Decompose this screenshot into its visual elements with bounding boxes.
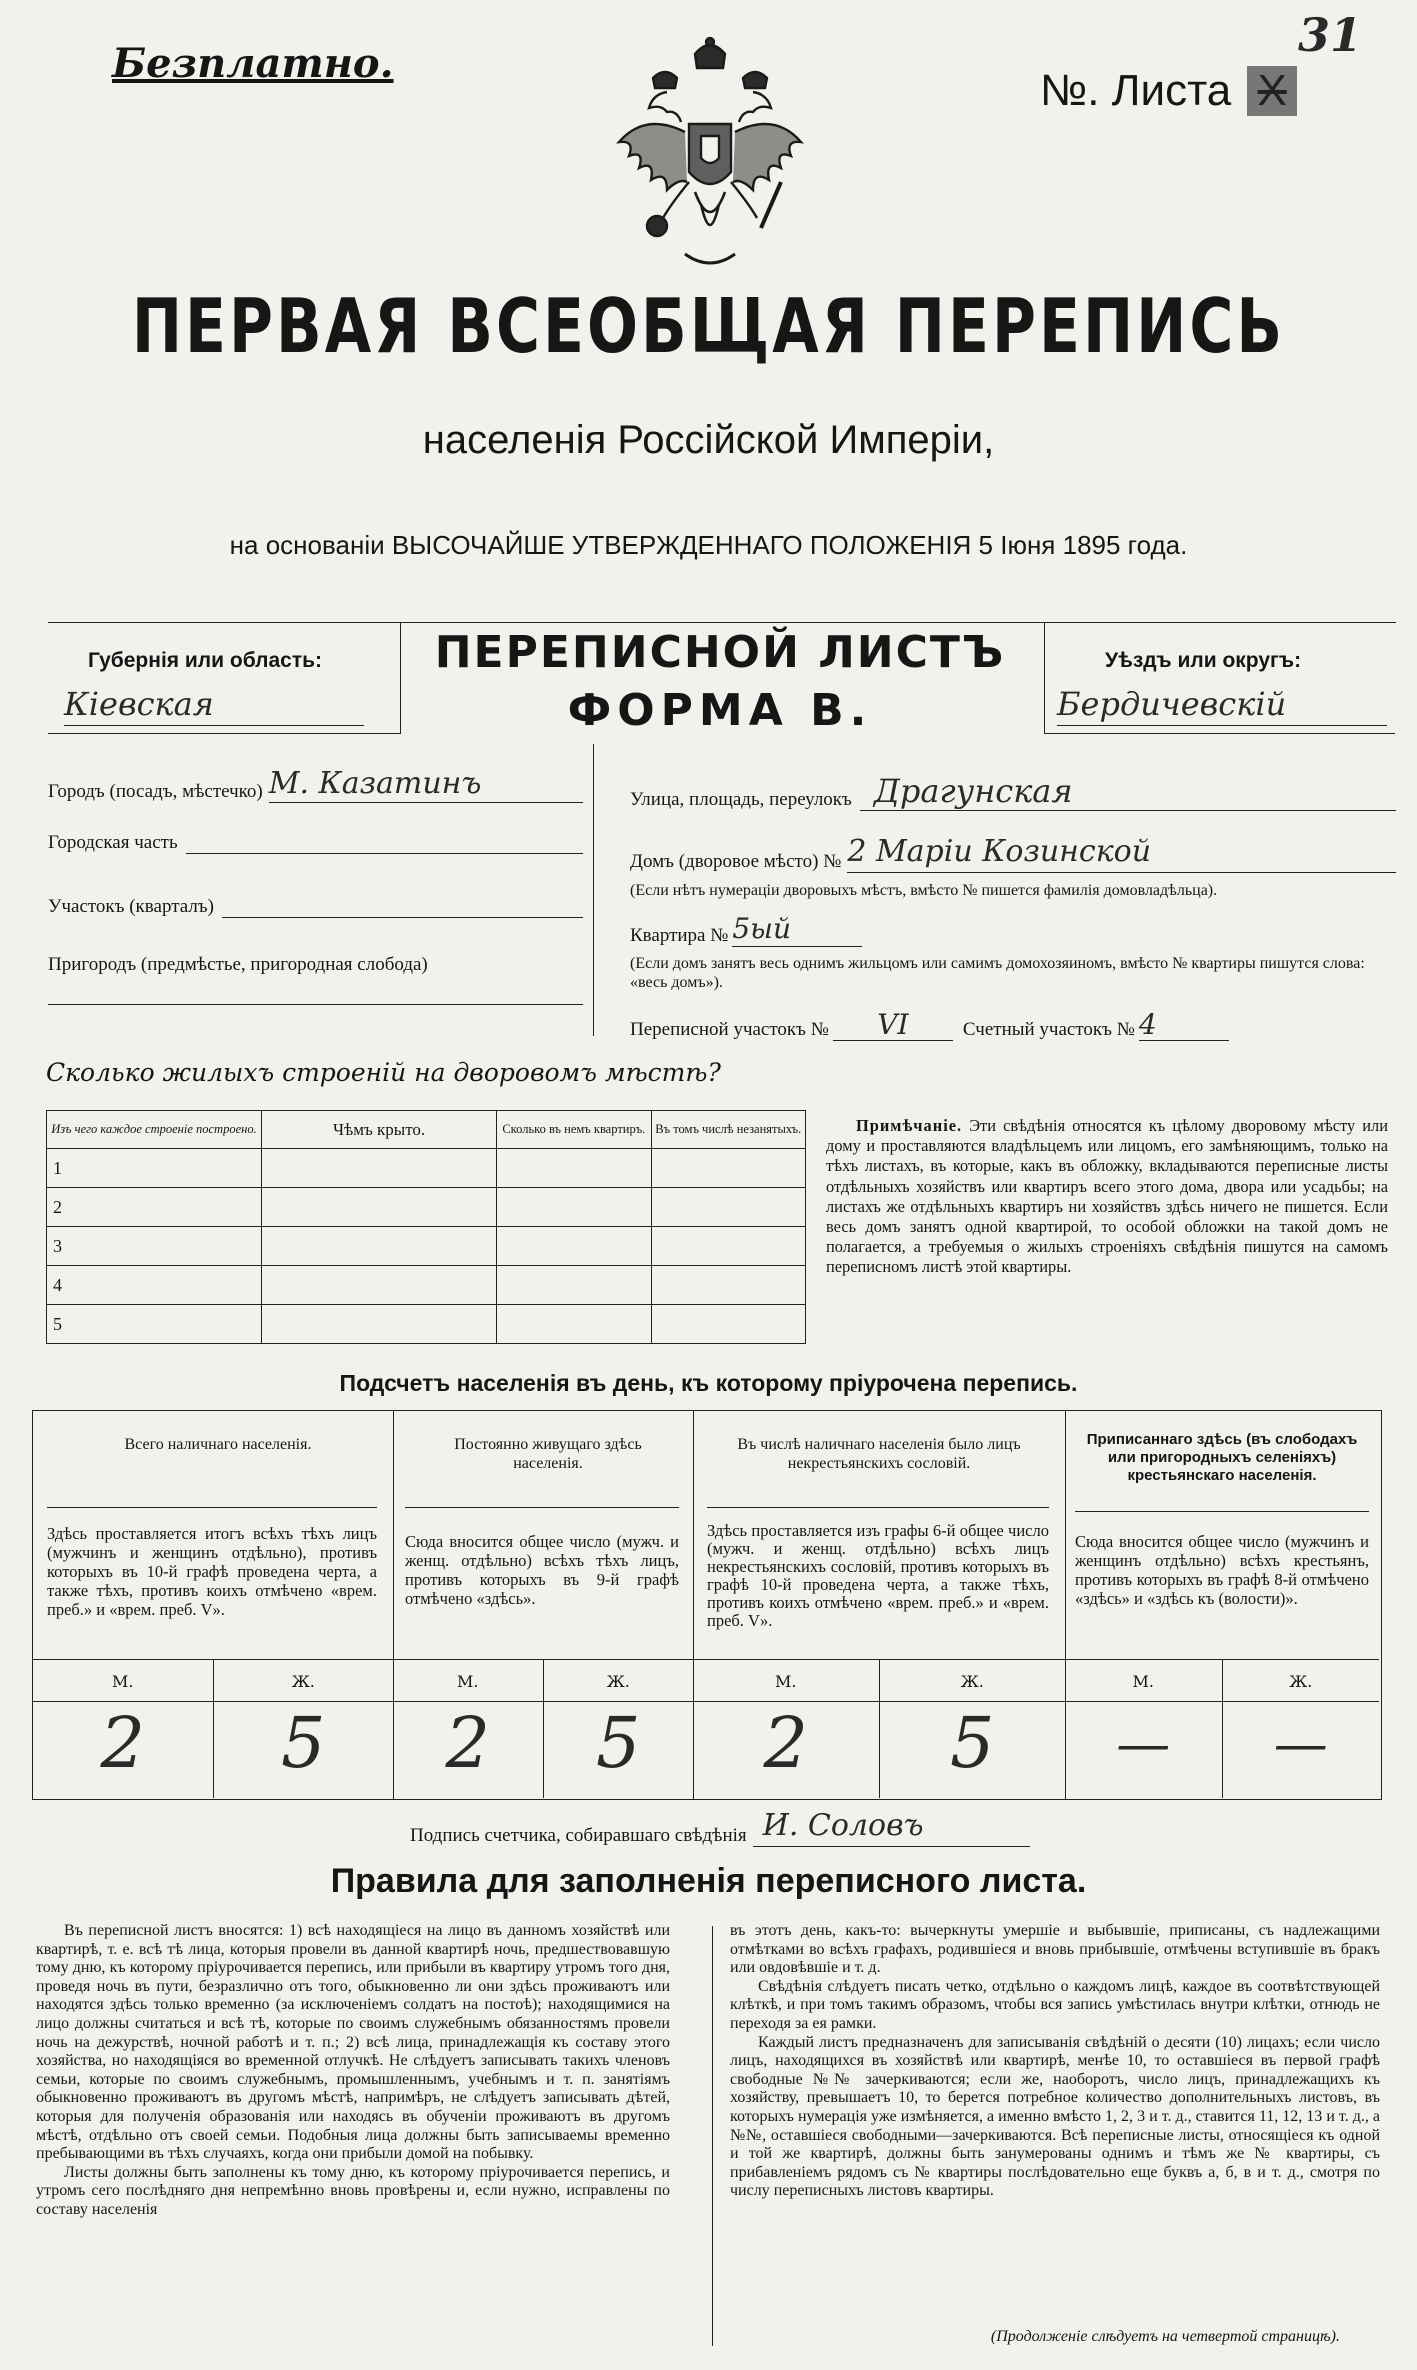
tally-mf-row [693,1659,1065,1702]
buildings-header-material: Изъ чего каждое строеніе построено. [47,1111,262,1149]
uchastki-row [630,1008,1396,1041]
double-headed-eagle-emblem [605,32,815,282]
rules-paragraph: въ этотъ день, какъ-то: вычеркнуты умершіе и выбывшіе, приписаны, съ надлежащими отмѣтками во всѣхъ графахъ, родившіеся и вновь прибывшіе, отмѣчены вступившіе въ бракъ или овдовѣвшіе и т. д. [730,1922,1380,1977]
female-label: Ж. [960,1672,984,1691]
rules-paragraph: Свѣдѣнія слѣдуетъ писать четко, отдѣльно о каждомъ лицѣ, каждое въ соотвѣтствующей клѣткѣ, и при томъ такимъ образомъ, чтобы вся запись умѣстилась внутри клѣтки, отнюдь не переходя за ея рамки. [730,1977,1380,2032]
kvartira-value [732,912,862,947]
dom-note: (Если нѣтъ нумераціи дворовыхъ мѣстъ, вмѣсто № пишется фамилія домовладѣльца). [630,882,1218,899]
census-title [0,283,1417,371]
rules-title [0,1862,1417,1901]
rules-title-text: Правила для заполненія переписного листа. [330,1862,1087,1900]
schetny-value-text: 4 [1138,1008,1157,1041]
chast-row [48,832,583,854]
buildings-header-apartments: Сколько въ немъ квартиръ. [497,1111,651,1149]
table-row [47,1266,806,1305]
row-number: 5 [53,1313,62,1334]
gorod-value-text: М. Казатинъ [268,766,482,801]
chast-label: Городская часть [48,832,178,853]
rules-paragraph: Листы должны быть заполнены къ тому дню, къ которому пріурочивается перепись, и утромъ сего послѣдняго дня непремѣнно вновь провѣрены и, если нужно, исправлены по составу населенія [36,2163,670,2218]
buildings-question-text: Сколько жилыхъ строеній на дворовомъ мѣстѣ? [46,1058,721,1087]
buildings-note [826,1116,1388,1278]
uezd-value [1057,685,1387,726]
dom-row [630,834,1396,873]
sheet-number-hand-text: 31 [1298,8,1363,62]
gubernia-value [64,685,364,726]
row-number: 1 [53,1157,62,1178]
female-count: — [1273,1712,1328,1775]
row-number: 2 [53,1196,62,1217]
female-count: 5 [595,1702,641,1784]
table-row [47,1188,806,1227]
table-row [47,1305,806,1344]
prigorod-value [48,976,583,1005]
tally-mf-row [1065,1659,1379,1702]
tally-col-description: Сюда вносится общее число (мужчинъ и женщинъ отдѣльно) всѣхъ крестьянъ, противъ которыхъ въ графѣ 8-й отмѣчено «здѣсь» и «здѣсь къ (волости)». [1075,1511,1369,1608]
tally-col-header: Въ числѣ наличнаго населенія было лицъ некрестьянскихъ сословій. [737,1436,1021,1472]
uezd-box [1044,623,1395,734]
free-label [112,40,394,87]
male-label: М. [393,1660,544,1702]
buildings-header-row [47,1111,806,1149]
uezd-label: Уѣздъ или округъ: [1105,649,1302,672]
row-number: 3 [53,1235,62,1256]
tally-column-non-peasant [693,1411,1066,1799]
signature-value-text: И. Соловъ [762,1808,924,1843]
sheet-number-label: №. Листа [1040,66,1232,115]
tally-title-text: Подсчетъ населенія въ день, къ которому пріурочена перепись. [339,1370,1078,1396]
tally-title [0,1370,1417,1397]
male-label: М. [693,1660,880,1702]
buildings-note-text: Эти свѣдѣнія относятся къ цѣлому дворовому мѣсту или дому и проставляются владѣльцемъ или лицомъ, его замѣняющимъ, только на тѣхъ листахъ, въ которые, какъ въ обложку, вкладываются переписные листы отдѣльныхъ хозяйствъ или квартиръ всего этого дома, двора или усадьбы; на листахъ же отдѣльныхъ квартиръ ни хозяйствъ здѣсь ничего не пишется. Если весь домъ занятъ одной квартирой, то особой обложки на такой домъ не полагается, а требуемыя о жилыхъ строеніяхъ свѣдѣнія пишутся на самомъ переписномъ листѣ этой квартиры. [826,1116,1388,1277]
ulitsa-row [630,772,1396,811]
male-label: М. [33,1660,214,1702]
census-basis-text: на основаніи ВЫСОЧАЙШЕ УТВЕРЖДЕННАГО ПОЛОЖЕНІЯ 5 Іюня 1895 года. [229,530,1188,560]
tally-col-header: Всего наличнаго населенія. [124,1436,312,1453]
ulitsa-label: Улица, площадь, переулокъ [630,789,852,810]
tally-values-row [693,1701,1065,1798]
tally-col-header: Постоянно живущаго здѣсь населенія. [454,1436,642,1472]
tally-col-description: Здѣсь проставляется итогъ всѣхъ тѣхъ лицъ (мужчинъ и женщинъ отдѣльно), противъ которыхъ въ 10-й графѣ проведена черта, а также тѣхъ, противъ коихъ отмѣчено «врем. преб.» и «врем. преб. V». [47,1507,377,1619]
perepisnoy-value-text: VI [877,1008,909,1041]
sheet-number [1040,66,1297,116]
kvartira-value-text: 5ый [732,912,792,945]
rules-continued [730,2328,1340,2346]
kvartira-row [630,912,1396,947]
tally-col-description: Здѣсь проставляется изъ графы 6-й общее число (мужч. и женщ. отдѣльно) всѣхъ лицъ некрестьянскихъ сословій, противъ которыхъ въ графѣ 10-й проведена черта, а также тѣхъ, противъ коихъ отмѣчено «врем. преб.» и «врем. преб. V». [707,1507,1049,1630]
gorod-label: Городъ (посадъ, мѣстечко) [48,781,263,802]
rules-divider [712,1926,713,2346]
gubernia-box [48,623,401,734]
row-number: 4 [53,1274,62,1295]
uezd-value-text: Бердичевскій [1057,685,1287,723]
buildings-note-label: Примѣчаніе. [856,1116,963,1135]
uchastok-label: Участокъ (кварталъ) [48,896,214,917]
buildings-question [46,1058,721,1087]
male-label: М. [1065,1660,1223,1702]
form-name-text: ФОРМА В. [567,685,873,736]
male-count: 2 [33,1702,214,1798]
rules-left-column [36,1922,670,2348]
gubernia-value-text: Кіевская [64,685,214,723]
kvartira-note: (Если домъ занятъ весь однимъ жильцомъ или самимъ домохозяиномъ, вмѣсто № квартиры пишутся слова: «весь домъ»). [630,955,1365,991]
census-title-text: ПЕРВАЯ ВСЕОБЩАЯ ПЕРЕПИСЬ [131,283,1286,371]
tally-mf-row [33,1659,393,1702]
sheet-number-struck: X [1247,66,1296,116]
tally-col-header: Приписаннаго здѣсь (въ слободахъ или пригородныхъ селеніяхъ) крестьянскаго населенія. [1086,1431,1358,1484]
census-subtitle-text: населенія Россійской Имперіи, [422,418,995,462]
form-title [400,627,1040,678]
perepisnoy-value [833,1008,953,1041]
census-basis [0,530,1417,561]
free-label-text: Безплатно. [112,40,394,87]
female-count: 5 [280,1702,326,1784]
rules-paragraph: Въ переписной листъ вносятся: 1) всѣ находящіеся на лицо въ данномъ хозяйствѣ или квартирѣ, т. е. всѣ тѣ лица, которыя провели въ данной квартирѣ ночь, предшествовавшую тому дню, къ которому пріурочивается перепись, или прибыли въ квартиру утромъ того дня, проведя ночь въ пути, безразлично отъ того, обыкновенно ли они здѣсь проживаютъ или находятся здѣсь только временно (за исключеніемъ солдатъ на постоѣ); находящимися на лицо должны считаться и всѣ тѣ, которые по своимъ служебнымъ обязанностямъ провели ночь на дежурствѣ, ночной работѣ и т. п.; 2) всѣ лица, принадлежащія къ составу этого хозяйства, но находящіяся во временной отлучкѣ. Не слѣдуетъ записывать такихъ членовъ семьи, которые по своимъ служебнымъ, промышленнымъ, учебнымъ и т. п. занятіямъ обыкновенно проживаютъ въ другомъ мѣстѣ, напримѣръ, не слѣдуетъ записывать дѣтей, которыя для полученія образованія или находясь въ обученіи проживаютъ въ другомъ мѣстѣ, отдѣльно отъ своей семьи. Подобныя лица должны быть записываемы временно пребывающими въ тѣхъ случаяхъ, когда они прибыли домой на побывку. [36,1922,670,2163]
prigorod-label: Пригородъ (предмѣстье, пригородная слобода) [48,954,428,975]
rules-right-column [730,1922,1380,2326]
gorod-value [269,766,583,803]
census-subtitle [0,418,1417,463]
kvartira-label: Квартира № [630,925,729,946]
signature-label: Подпись счетчика, собиравшаго свѣдѣнія [410,1825,747,1846]
tally-table [32,1410,1382,1800]
form-title-text: ПЕРЕПИСНОЙ ЛИСТЪ [434,627,1006,678]
address-right [630,744,1396,1044]
tally-col-description: Сюда вносится общее число (мужч. и женщ. отдѣльно) всѣхъ тѣхъ лицъ, противъ которыхъ въ 9-й графѣ отмѣчено «здѣсь». [405,1507,679,1608]
gorod-row [48,766,583,803]
form-name [400,685,1040,736]
perepisnoy-label: Переписной участокъ № [630,1019,829,1040]
schetny-value [1139,1008,1229,1041]
male-count: 2 [693,1702,880,1798]
tally-values-row [33,1701,393,1798]
ulitsa-value [860,772,1396,811]
signature-row [410,1808,1030,1847]
tally-column-permanent [393,1411,694,1799]
buildings-header-roof: Чѣмъ крыто. [261,1111,496,1149]
chast-value [186,833,583,854]
form-header-box [48,622,1396,741]
dom-value-text: 2 Маріи Козинской [847,834,1152,869]
tally-column-total [33,1411,394,1799]
female-label: Ж. [291,1672,315,1691]
signature-value [753,1808,1030,1847]
tally-column-peasant [1065,1411,1379,1799]
sheet-number-handwritten [1298,8,1362,62]
ulitsa-value-text: Драгунская [873,772,1073,810]
uchastok-row [48,896,583,918]
uchastok-value [222,897,583,918]
female-label: Ж. [1289,1672,1313,1691]
address-left [48,744,594,1036]
dom-value [847,834,1396,873]
tally-values-row [1065,1701,1379,1798]
buildings-header-vacant: Въ томъ числѣ незанятыхъ. [651,1111,805,1149]
gubernia-label: Губернія или область: [88,649,323,672]
tally-values-row [393,1701,693,1798]
schetny-label: Счетный участокъ № [962,1019,1135,1040]
rules-continued-text: (Продолженіе слѣдуетъ на четвертой страницѣ). [990,2328,1340,2345]
table-row [47,1149,806,1188]
buildings-table [46,1110,806,1344]
tally-mf-row [393,1659,693,1702]
rules-paragraph: Каждый листъ предназначенъ для записыванія свѣдѣній о десяти (10) лицахъ; если число лицъ, находящихся въ хозяйствѣ или квартирѣ, менѣе 10, то оставшіеся въ первой графѣ свободные №№ зачеркиваются; если же, наоборотъ, число лицъ, принадлежащихъ къ хозяйству, превышаетъ 10, то берется потребное количество дополнительныхъ листовъ, въ которыхъ нумерація уже измѣняется, а именно вмѣсто 1, 2, 3 и т. д., ставится 11, 12, 13 и т. д., а №№, оставшіеся свободными—зачеркиваются. Всѣ переписные листы, относящіеся къ одной и той же квартирѣ, должны быть занумерованы однимъ и тѣмъ же № квартиры, съ прибавленіемъ рядомъ съ № квартиры послѣдовательно еще буквъ а, б, в и т. д., смотря по числу переписныхъ листовъ квартиры. [730,2033,1380,2200]
male-count: — [1065,1702,1223,1798]
prigorod-row [48,954,583,1005]
female-count: 5 [949,1702,995,1784]
male-count: 2 [393,1702,544,1798]
dom-label: Домъ (дворовое мѣсто) № [630,851,842,872]
female-label: Ж. [606,1672,630,1691]
table-row [47,1227,806,1266]
